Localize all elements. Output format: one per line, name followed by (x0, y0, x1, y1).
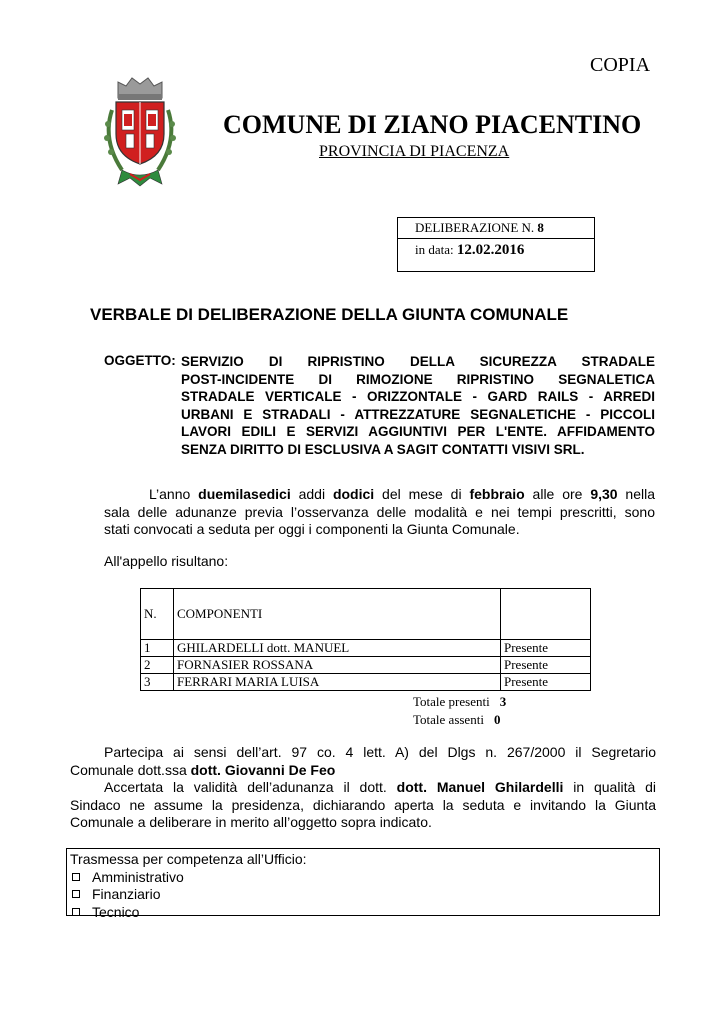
checkbox-icon (72, 890, 80, 898)
table-row (141, 674, 591, 691)
partecipa-paragraph (70, 744, 656, 832)
row-number: 2 (141, 657, 174, 674)
checkbox-icon (72, 873, 80, 881)
partecipa-line: Comunale dott.ssa dott. Giovanni De Feo (70, 761, 336, 778)
header-n: N. (141, 589, 174, 640)
verbale-heading: VERBALE DI DELIBERAZIONE DELLA GIUNTA COMUNALE (90, 305, 569, 324)
row-number: 3 (141, 674, 174, 691)
row-name: FORNASIER ROSSANA (174, 657, 501, 674)
deliberazione-number-row (398, 218, 594, 239)
row-name: FERRARI MARIA LUISA (174, 674, 501, 691)
oggetto-line: STRADALE VERTICALE - ORIZZONTALE - GARD RAILS - ARREDI (181, 389, 655, 404)
row-status: Presente (501, 640, 591, 657)
row-name: GHILARDELLI dott. MANUEL (174, 640, 501, 657)
office-item-finanziario: Finanziario (70, 886, 659, 904)
provincia-subtitle: PROVINCIA DI PIACENZA (319, 143, 510, 160)
oggetto-line: LAVORI EDILI E SERVIZI AGGIUNTIVI PER L'ENTE. AFFIDAMENTO (181, 424, 655, 439)
intro-paragraph (104, 486, 655, 539)
table-header-row (141, 589, 591, 640)
deliberazione-date: 12.02.2016 (456, 242, 525, 258)
componenti-table (140, 588, 591, 691)
oggetto-line: SENZA DIRITTO DI ESCLUSIVA A SAGIT CONTATTI VISIVI SRL. (181, 441, 585, 457)
header-componenti: COMPONENTI (174, 589, 501, 640)
sindaco-name: dott. Manuel Ghilardelli (396, 779, 564, 795)
header-status (501, 589, 591, 640)
table-row (141, 657, 591, 674)
segretario-name: dott. Giovanni De Feo (190, 761, 336, 778)
intro-line: sala delle adunanze previa l’osservanza delle modalità e nei tempi prescritti, sono (104, 503, 655, 520)
totale-assenti: Totale assenti 0 (413, 712, 501, 727)
row-status: Presente (501, 674, 591, 691)
copy-label: COPIA (590, 54, 651, 76)
oggetto-line: SERVIZIO DI RIPRISTINO DELLA SICUREZZA STRADALE (181, 354, 655, 369)
table-row (141, 640, 591, 657)
partecipa-line: Accertata la validità dell’adunanza il dott. dott. Manuel Ghilardelli in qualità di (104, 779, 656, 795)
comune-title: COMUNE DI ZIANO PIACENTINO (223, 110, 642, 139)
coat-of-arms-emblem (100, 74, 180, 192)
date-label: in data: (415, 242, 454, 257)
deliberazione-box (397, 217, 595, 272)
row-number: 1 (141, 640, 174, 657)
oggetto-line: URBANI E STRADALI - ATTREZZATURE SEGNALETICHE - PICCOLI (181, 406, 655, 422)
deliberazione-date-row (415, 240, 524, 260)
deliberazione-label: DELIBERAZIONE N. (415, 220, 535, 235)
trasmessa-box (66, 848, 660, 920)
partecipa-line: Sindaco ne assume la presidenza, dichiarando aperta la seduta e invitando la Giunta (70, 796, 656, 813)
oggetto-label: OGGETTO: (104, 353, 176, 368)
partecipa-line: Comunale a deliberare in merito all’oggetto sopra indicato. (70, 814, 432, 830)
office-item-tecnico: Tecnico (70, 904, 659, 922)
trasmessa-title: Trasmessa per competenza all’Ufficio: (70, 851, 307, 867)
oggetto-text (181, 353, 655, 458)
totale-presenti: Totale presenti 3 (413, 694, 507, 709)
row-status: Presente (501, 657, 591, 674)
checkbox-icon (72, 908, 80, 916)
office-item-amministrativo: Amministrativo (70, 869, 659, 887)
intro-line: L’anno duemilasedici addi dodici del mese di febbraio alle ore 9,30 nella (149, 486, 656, 502)
appello-text: All'appello risultano: (104, 553, 229, 569)
intro-line: stati convocati a seduta per oggi i componenti la Giunta Comunale. (104, 521, 520, 537)
oggetto-line: POST-INCIDENTE DI RIMOZIONE RIPRISTINO SEGNALETICA (181, 371, 655, 387)
partecipa-line: Partecipa ai sensi dell’art. 97 co. 4 lett. A) del Dlgs n. 267/2000 il Segretario (104, 744, 656, 760)
deliberazione-number: 8 (537, 220, 544, 235)
